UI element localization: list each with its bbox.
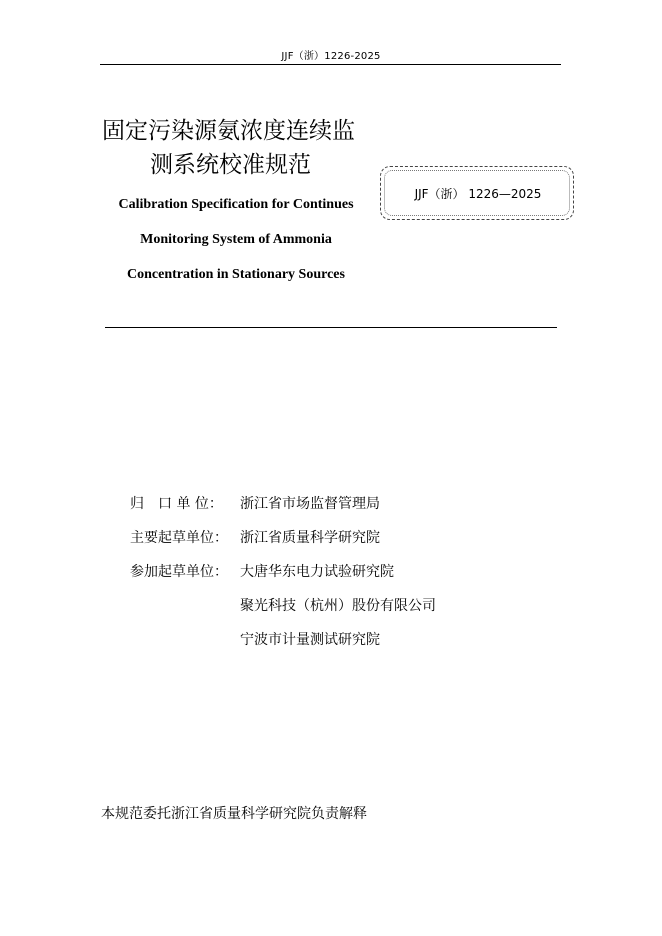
participating-drafter-row-3 xyxy=(130,622,436,656)
chinese-title-line2: 测系统校准规范 xyxy=(150,152,311,178)
organization-list xyxy=(130,486,436,656)
responsible-unit-label: 归 口 单 位： xyxy=(130,496,223,512)
main-drafter-value: 浙江省质量科学研究院 xyxy=(240,530,380,546)
header-code: JJF（浙）1226-2025 xyxy=(281,51,381,62)
participating-drafter-value-3: 宁波市计量测试研究院 xyxy=(240,632,380,648)
title-divider xyxy=(105,327,557,328)
specification-code-box xyxy=(380,166,574,220)
participating-drafter-value-1: 大唐华东电力试验研究院 xyxy=(240,564,394,580)
interpretation-note: 本规范委托浙江省质量科学研究院负责解释 xyxy=(101,806,367,822)
english-title-line3: Concentration in Stationary Sources xyxy=(127,267,345,282)
chinese-title-line1: 固定污染源氨浓度连续监 xyxy=(102,118,355,144)
english-title-line1: Calibration Specification for Continues xyxy=(118,197,354,212)
english-title-line2: Monitoring System of Ammonia xyxy=(140,232,332,247)
header-divider xyxy=(100,64,561,65)
responsible-unit-value: 浙江省市场监督管理局 xyxy=(240,496,380,512)
main-drafter-label: 主要起草单位： xyxy=(130,530,228,546)
participating-drafter-value-2: 聚光科技（杭州）股份有限公司 xyxy=(240,598,436,614)
participating-drafter-row xyxy=(130,554,436,588)
participating-drafter-label: 参加起草单位： xyxy=(130,564,228,580)
responsible-unit-row xyxy=(130,486,436,520)
specification-code: JJF（浙） 1226—2025 xyxy=(414,187,542,201)
main-drafter-row xyxy=(130,520,436,554)
chinese-title xyxy=(102,114,402,182)
english-title xyxy=(100,187,372,292)
participating-drafter-row-2 xyxy=(130,588,436,622)
